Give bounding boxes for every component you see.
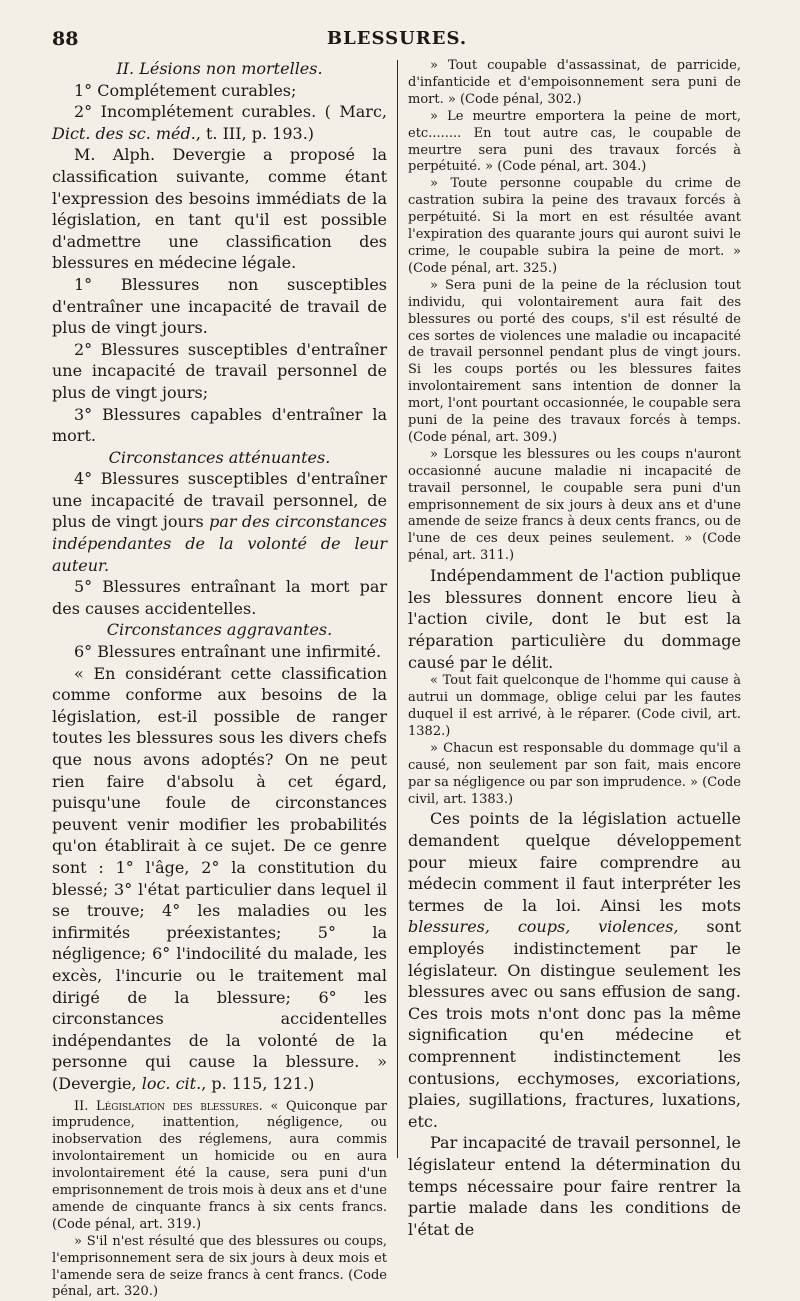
list-item-class-4 <box>52 468 387 576</box>
paragraph-art-309: » Sera puni de la peine de la réclusion tout individu, qui volontairement aura fait des blessures ou porté des coups, s'il est résulté de ces sortes de violences une maladie ou incapacité de travail personnel pendant plus de vingt jours. Si les coups portés ou les blessures faites involontairement sans intention de donner la mort, l'ont pourtant occasionnée, le coupable sera puni de la peine des travaux forcés à temps. (Code pénal, art. 309.) <box>408 277 741 445</box>
paragraph-art-1383: » Chacun est responsable du dommage qu'il a causé, non seulement par son fait, mais encore par sa négligence ou par son imprudence. » (Code civil, art. 1383.) <box>408 740 741 807</box>
paragraph-text: sont employés indistinctement par le législateur. On distingue seulement les blessures avec ou sans effusion de sang. Ces trois mots n'ont donc pas la même signification qu'en médecine et comprennent indistinctement les contusions, ecchymoses, excoriations, plaies, sugillations, fractures, luxations, etc. <box>408 917 741 1131</box>
paragraph-art-1382: « Tout fait quelconque de l'homme qui cause à autrui un dommage, oblige celui par les fautes duquel il est arrivé, à le réparer. (Code civil, art. 1382.) <box>408 673 741 739</box>
italic-phrase: par des circonstances indépendantes de la volonté de leur auteur. <box>52 512 387 575</box>
list-item-class-3: 3° Blessures capables d'entraîner la mort. <box>52 404 387 446</box>
citation-pages: , t. III, p. 193.) <box>195 123 315 143</box>
section-label-legislation: II. Législation des blessures. <box>74 1098 263 1114</box>
paragraph-art-320: » S'il n'est résulté que des blessures ou coups, l'emprisonnement sera de six jours à deux mois et l'amende sera de seize francs à cent francs. (Code pénal, art. 320.) <box>52 1233 387 1300</box>
page-header <box>52 28 742 54</box>
citation-loc-cit: loc. cit. <box>141 1073 202 1093</box>
section-title: Lésions non mortelles. <box>139 59 323 78</box>
citation-pages: , p. 115, 121.) <box>201 1073 315 1093</box>
list-item-incompletement <box>52 101 387 144</box>
right-column <box>408 58 741 1240</box>
legislation-text: « Quiconque par imprudence, inattention, négligence, ou inobservation des réglemens, aura commis involontairement un homicide ou en aura involontairement été la cause, sera puni d'un emprisonnement de trois mois à deux ans et d'une amende de cinquante francs à six cents francs. (Code pénal, art. 319.) <box>52 1098 388 1232</box>
list-item-class-1: 1° Blessures non susceptibles d'entraîner une incapacité de travail de plus de vingt jours. <box>52 274 387 338</box>
list-item-text: 2° Incomplétement curables. ( Marc, <box>74 102 387 122</box>
list-item-class-5: 5° Blessures entraînant la mort par des causes accidentelles. <box>52 577 387 618</box>
paragraph-devergie: M. Alph. Devergie a proposé la classification suivante, comme étant l'expression des besoins immédiats de la législation, en tant qu'il est possible d'admettre une classification des blessures en médecine légale. <box>52 145 387 273</box>
list-item-class-2: 2° Blessures susceptibles d'entraîner une incapacité de travail personnel de plus de vingt jours; <box>52 339 387 402</box>
column-divider <box>397 60 398 1158</box>
italic-terms: blessures, coups, violences, <box>408 917 679 937</box>
page-number: 88 <box>52 28 79 50</box>
paragraph-quote-devergie <box>52 663 387 1095</box>
list-item-text: 4° Blessures susceptibles d'entraîner une incapacité de travail personnel, de plus de vingt jours <box>52 469 387 532</box>
paragraph-legislation <box>52 1099 387 1234</box>
heading-circonstances-aggravantes: Circonstances aggravantes. <box>106 620 333 640</box>
list-item-class-6: 6° Blessures entraînant une infirmité. <box>74 642 382 662</box>
paragraph-art-302: » Tout coupable d'assassinat, de parricide, d'infanticide et d'empoisonnement sera puni de mort. » (Code pénal, 302.) <box>408 58 741 107</box>
heading-circonstances-attenuantes: Circonstances atténuantes. <box>108 447 331 467</box>
running-title: BLESSURES. <box>326 28 468 49</box>
paragraph-incapacite: Par incapacité de travail personnel, le législateur entend la détermination du temps nécessaire pour faire rentrer la partie malade dans les conditions de l'état de <box>408 1133 741 1239</box>
paragraph-points-legislation <box>408 808 741 1132</box>
paragraph-action-civile: Indépendamment de l'action publique les blessures donnent encore lieu à l'action civile, dont le but est la réparation particulière du dommage causé par le délit. <box>408 566 741 672</box>
paragraph-art-304: » Le meurtre emportera la peine de mort, etc........ En tout autre cas, le coupable de meurtre sera puni des travaux forcés à perpétuité. » (Code pénal, art. 304.) <box>408 108 741 175</box>
citation-dictionary: Dict. des sc. méd. <box>52 123 196 143</box>
left-column <box>52 58 387 1301</box>
section-number: II. <box>116 59 135 78</box>
paragraph-art-325: » Toute personne coupable du crime de castration subira la peine des travaux forcés à perpétuité. Si la mort en est résultée avant l'expiration des quarante jours qui auront suivi le crime, le coupable subira la peine de mort. » (Code pénal, art. 325.) <box>408 176 741 276</box>
paragraph-art-311: » Lorsque les blessures ou les coups n'auront occasionné aucune maladie ni incapacité de travail personnel, le coupable sera puni d'un emprisonnement de six jours à deux ans et d'une amende de seize francs à deux cents francs, ou de l'une de ces deux peines seulement. » (Code pénal, art. 311.) <box>408 446 741 564</box>
quote-text: « En considérant cette classification comme conforme aux besoins de la législation, est-il possible de ranger toutes les blessures sous les divers chefs que nous avons adoptés? On ne peut rien faire d'absolu à cet égard, puisqu'une foule de circonstances peuvent venir modifier les probabilités qu'on établirait à ce sujet. De ce genre sont : 1° l'âge, 2° la constitution du blessé; 3° l'état particulier dans lequel il se trouve; 4° les maladies ou les infirmités préexistantes; 5° la négligence; 6° l'indocilité du malade, les excès, l'incurie ou le traitement mal dirigé de la blessure; 6° les circonstances accidentelles indépendantes de la volonté de la personne qui cause la blessure. » (Devergie, <box>52 663 387 1093</box>
section-heading-lesions <box>52 58 387 80</box>
paragraph-text: Ces points de la législation actuelle demandent quelque développement pour mieux faire comprendre au médecin comment il faut interpréter les termes de la loi. Ainsi les mots <box>408 809 741 915</box>
list-item-curables: 1° Complétement curables; <box>74 80 297 100</box>
